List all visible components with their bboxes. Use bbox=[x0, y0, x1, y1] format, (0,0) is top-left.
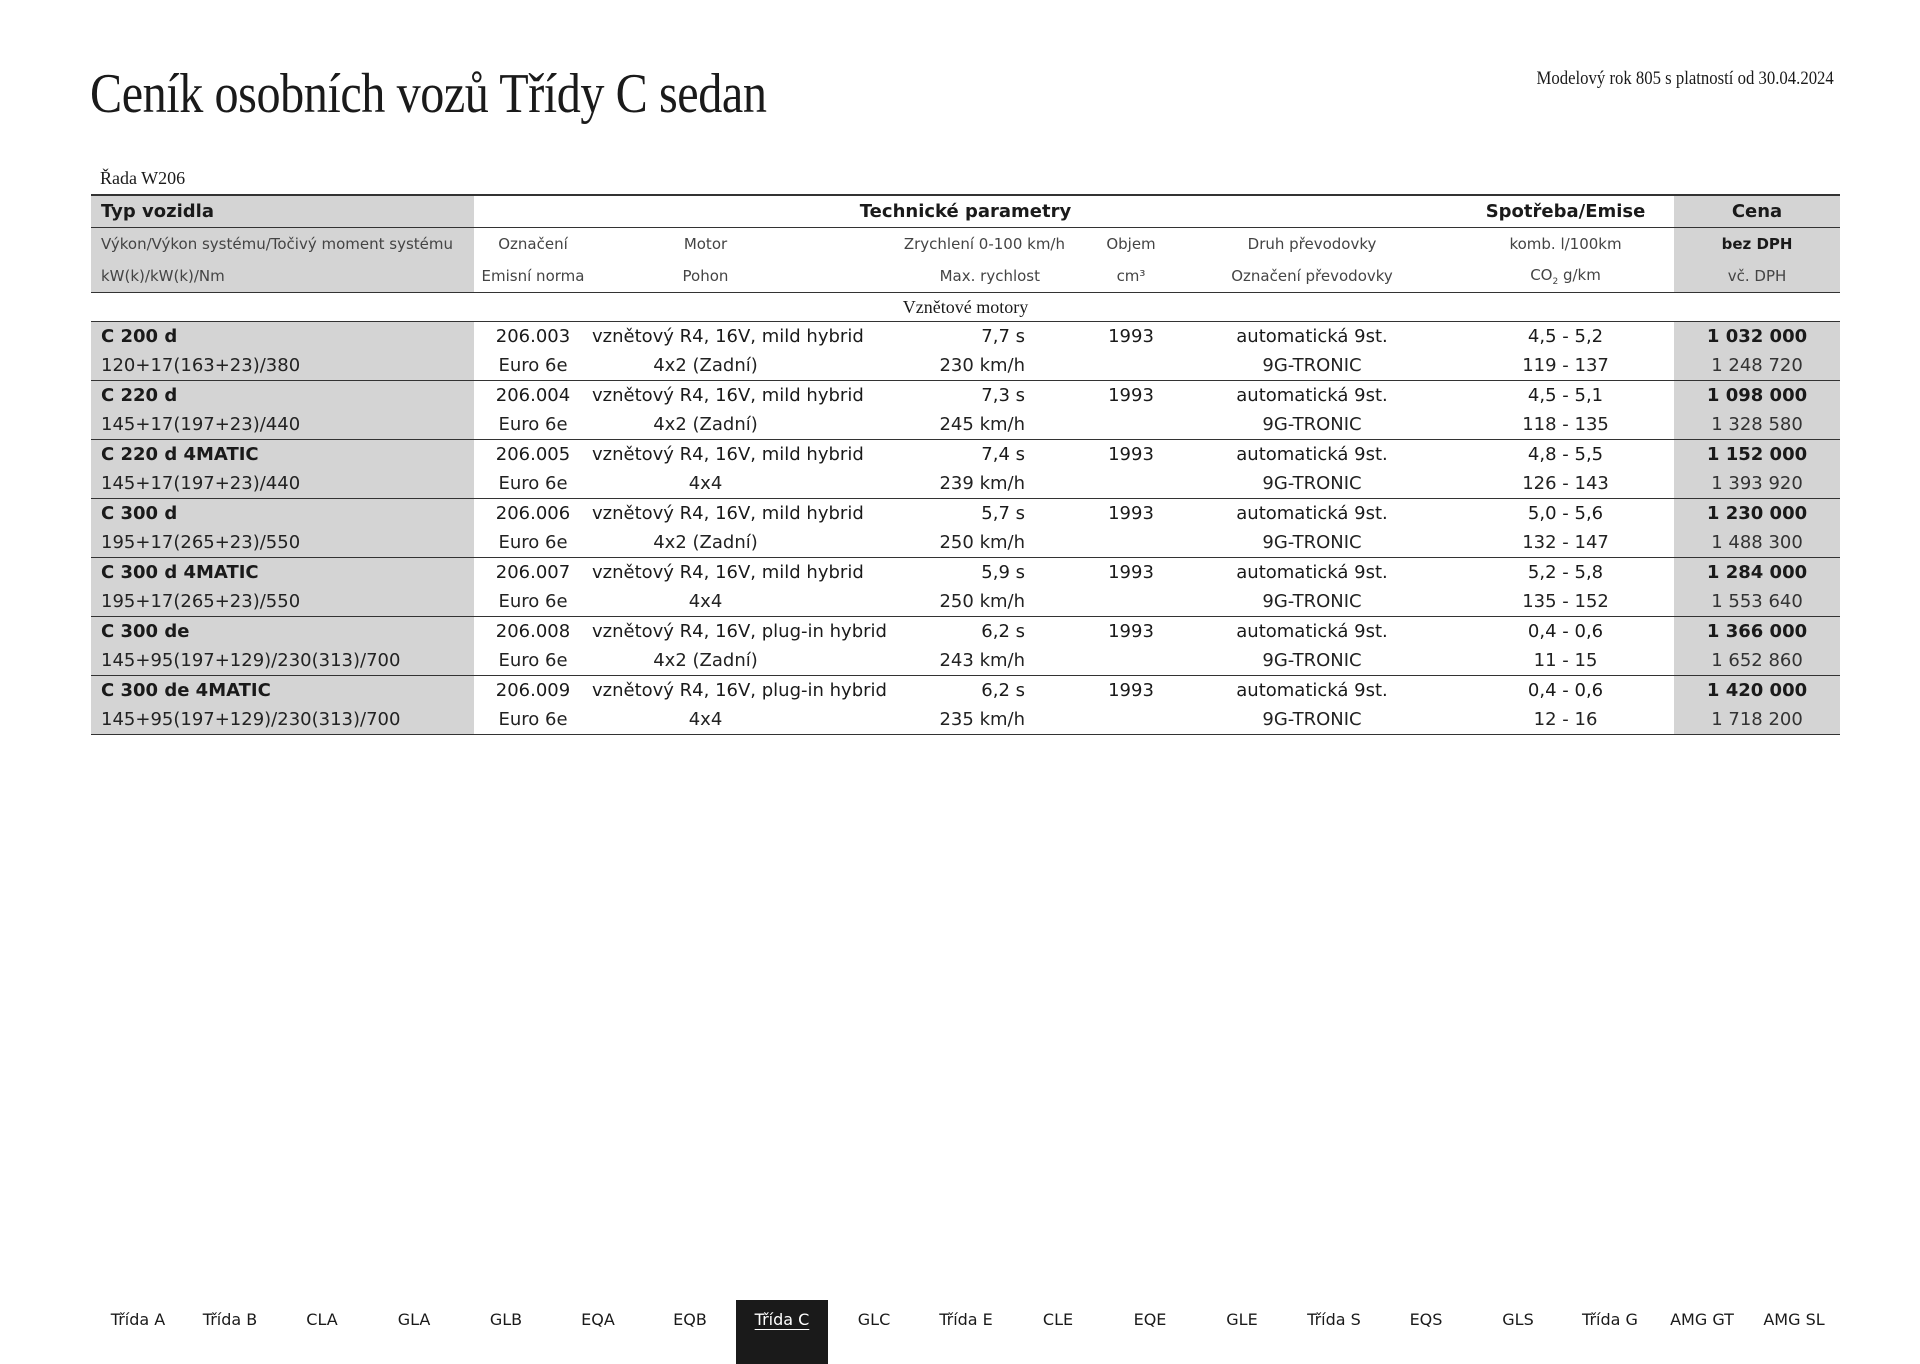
cell-consumption: 0,4 - 0,6 bbox=[1457, 676, 1674, 706]
nav-item[interactable] bbox=[460, 1300, 552, 1364]
cell-acceleration: 7,3 s bbox=[819, 381, 1095, 411]
cell-max-speed: 250 km/h bbox=[939, 532, 1025, 553]
cell-volume-empty bbox=[1095, 410, 1167, 440]
cell-power: 195+17(265+23)/550 bbox=[91, 587, 474, 617]
nav-item-label: Třída A bbox=[110, 1310, 166, 1329]
cell-gearbox-name: 9G-TRONIC bbox=[1262, 355, 1362, 376]
cell-consumption: 0,4 - 0,6 bbox=[1457, 617, 1674, 647]
cell-co2: 118 - 135 bbox=[1522, 414, 1609, 435]
cell-gearbox-name: 9G-TRONIC bbox=[1262, 473, 1362, 494]
table-row bbox=[91, 558, 1840, 588]
cell-vehicle-name: C 300 de bbox=[91, 617, 474, 647]
nav-item[interactable] bbox=[736, 1300, 828, 1364]
table-row bbox=[91, 705, 1840, 735]
subheader-cell: cm³ bbox=[1095, 260, 1167, 293]
nav-item-label: CLE bbox=[1042, 1310, 1074, 1329]
cell-price-net: 1 152 000 bbox=[1674, 440, 1840, 470]
cell-consumption: 5,0 - 5,6 bbox=[1457, 499, 1674, 529]
cell-code: 206.007 bbox=[474, 558, 592, 588]
cell-volume-empty bbox=[1095, 705, 1167, 735]
cell-max-speed: 243 km/h bbox=[939, 650, 1025, 671]
nav-item-label: GLB bbox=[489, 1310, 523, 1329]
nav-item-label: Třída B bbox=[202, 1310, 258, 1329]
cell-drive: 4x2 (Zadní) bbox=[653, 355, 758, 376]
cell-volume: 1993 bbox=[1095, 617, 1167, 647]
cell-volume: 1993 bbox=[1095, 676, 1167, 706]
cell-price-net: 1 032 000 bbox=[1674, 322, 1840, 352]
cell-price-net: 1 366 000 bbox=[1674, 617, 1840, 647]
cell-vehicle-name: C 300 d bbox=[91, 499, 474, 529]
cell-emission-norm: Euro 6e bbox=[498, 355, 568, 376]
cell-volume: 1993 bbox=[1095, 381, 1167, 411]
cell-vehicle-name: C 300 d 4MATIC bbox=[91, 558, 474, 588]
cell-drive: 4x2 (Zadní) bbox=[653, 650, 758, 671]
nav-item-label: EQS bbox=[1409, 1310, 1443, 1329]
cell-volume-empty bbox=[1095, 351, 1167, 381]
cell-code: 206.005 bbox=[474, 440, 592, 470]
subheader-cell: Výkon/Výkon systému/Točivý moment systému bbox=[91, 228, 474, 261]
cell-emission-norm: Euro 6e bbox=[498, 591, 568, 612]
nav-item-label: CLA bbox=[306, 1310, 338, 1329]
cell-acceleration: 7,4 s bbox=[819, 440, 1095, 470]
subheader-cell: Motor bbox=[683, 235, 728, 253]
cell-price-gross: 1 393 920 bbox=[1674, 469, 1840, 499]
price-table bbox=[91, 194, 1840, 735]
cell-consumption: 4,5 - 5,2 bbox=[1457, 322, 1674, 352]
cell-max-speed: 245 km/h bbox=[939, 414, 1025, 435]
cell-co2: 126 - 143 bbox=[1522, 473, 1609, 494]
table-row bbox=[91, 617, 1840, 647]
subheader-cell: Emisní norma bbox=[474, 260, 592, 293]
header-vehicle-type: Typ vozidla bbox=[91, 195, 474, 228]
subheader-cell: bez DPH bbox=[1674, 228, 1840, 261]
nav-item[interactable] bbox=[1748, 1300, 1840, 1364]
cell-acceleration: 5,7 s bbox=[819, 499, 1095, 529]
section-label: Vznětové motory bbox=[91, 293, 1840, 322]
cell-acceleration: 5,9 s bbox=[819, 558, 1095, 588]
nav-item[interactable] bbox=[552, 1300, 644, 1364]
cell-volume: 1993 bbox=[1095, 499, 1167, 529]
subheader-cell: Označení převodovky bbox=[1167, 260, 1457, 293]
table-row bbox=[91, 381, 1840, 411]
nav-item-label: GLA bbox=[397, 1310, 431, 1329]
co2-subscript: 2 bbox=[1552, 276, 1559, 287]
cell-power: 145+17(197+23)/440 bbox=[91, 410, 474, 440]
cell-gearbox-type: automatická 9st. bbox=[1167, 558, 1457, 588]
cell-co2: 119 - 137 bbox=[1522, 355, 1609, 376]
nav-item[interactable] bbox=[368, 1300, 460, 1364]
cell-volume-empty bbox=[1095, 528, 1167, 558]
nav-item-label: AMG SL bbox=[1763, 1310, 1825, 1329]
table-row bbox=[91, 351, 1840, 381]
cell-acceleration: 6,2 s bbox=[819, 617, 1095, 647]
cell-price-gross: 1 553 640 bbox=[1674, 587, 1840, 617]
nav-item-label: EQA bbox=[581, 1310, 615, 1329]
cell-price-gross: 1 328 580 bbox=[1674, 410, 1840, 440]
cell-drive: 4x4 bbox=[592, 705, 819, 735]
section-row bbox=[91, 293, 1840, 322]
cell-power: 145+17(197+23)/440 bbox=[91, 469, 474, 499]
cell-gearbox-type: automatická 9st. bbox=[1167, 440, 1457, 470]
cell-gearbox-type: automatická 9st. bbox=[1167, 322, 1457, 352]
table-row bbox=[91, 410, 1840, 440]
nav-item[interactable] bbox=[92, 1300, 184, 1364]
cell-code: 206.009 bbox=[474, 676, 592, 706]
nav-item[interactable] bbox=[1196, 1300, 1288, 1364]
subheader-co2 bbox=[1457, 260, 1674, 293]
nav-item[interactable] bbox=[828, 1300, 920, 1364]
cell-acceleration: 6,2 s bbox=[819, 676, 1095, 706]
header-row-groups bbox=[91, 195, 1840, 228]
table-row bbox=[91, 440, 1840, 470]
co2-prefix: CO bbox=[1530, 265, 1553, 284]
subheader-cell: vč. DPH bbox=[1674, 260, 1840, 293]
nav-item-label: GLE bbox=[1226, 1310, 1258, 1329]
cell-volume-empty bbox=[1095, 646, 1167, 676]
cell-price-gross: 1 652 860 bbox=[1674, 646, 1840, 676]
cell-price-net: 1 284 000 bbox=[1674, 558, 1840, 588]
cell-engine: vznětový R4, 16V, plug-in hybrid bbox=[592, 617, 819, 647]
subheader-cell: Druh převodovky bbox=[1247, 235, 1377, 253]
table-row bbox=[91, 646, 1840, 676]
cell-emission-norm: Euro 6e bbox=[498, 650, 568, 671]
cell-drive: 4x2 (Zadní) bbox=[653, 532, 758, 553]
cell-power: 145+95(197+129)/230(313)/700 bbox=[91, 705, 474, 735]
nav-item-label: Třída C bbox=[754, 1310, 810, 1329]
nav-item-label: Třída S bbox=[1307, 1310, 1361, 1329]
cell-gearbox-type: automatická 9st. bbox=[1167, 617, 1457, 647]
table-row bbox=[91, 587, 1840, 617]
table-row bbox=[91, 322, 1840, 352]
cell-drive: 4x2 (Zadní) bbox=[653, 414, 758, 435]
header-technical-parameters: Technické parametry bbox=[474, 195, 1457, 228]
cell-emission-norm: Euro 6e bbox=[498, 414, 568, 435]
cell-engine: vznětový R4, 16V, mild hybrid bbox=[592, 558, 819, 588]
cell-price-gross: 1 248 720 bbox=[1674, 351, 1840, 381]
cell-emission-norm: Euro 6e bbox=[498, 532, 568, 553]
subheader-cell: Objem bbox=[1106, 235, 1156, 253]
cell-gearbox-type: automatická 9st. bbox=[1167, 676, 1457, 706]
nav-item[interactable] bbox=[920, 1300, 1012, 1364]
cell-drive: 4x4 bbox=[688, 591, 723, 612]
nav-item-label: Třída E bbox=[939, 1310, 993, 1329]
nav-item-label: AMG GT bbox=[1670, 1310, 1734, 1329]
cell-gearbox-name: 9G-TRONIC bbox=[1262, 591, 1362, 612]
model-nav-bar bbox=[92, 1300, 1840, 1364]
header-row-sub2 bbox=[91, 260, 1840, 293]
nav-item-label: EQE bbox=[1133, 1310, 1167, 1329]
cell-co2: 11 - 15 bbox=[1533, 650, 1598, 671]
cell-volume: 1993 bbox=[1095, 440, 1167, 470]
subheader-cell: Max. rychlost bbox=[819, 260, 1095, 293]
cell-power: 195+17(265+23)/550 bbox=[91, 528, 474, 558]
nav-item[interactable] bbox=[1472, 1300, 1564, 1364]
cell-max-speed: 250 km/h bbox=[939, 591, 1025, 612]
nav-item-label: Třída G bbox=[1582, 1310, 1638, 1329]
cell-co2: 12 - 16 bbox=[1457, 705, 1674, 735]
nav-item-label: EQB bbox=[673, 1310, 707, 1329]
nav-item[interactable] bbox=[276, 1300, 368, 1364]
cell-emission-norm: Euro 6e bbox=[498, 473, 568, 494]
cell-consumption: 4,5 - 5,1 bbox=[1457, 381, 1674, 411]
header-row-sub1 bbox=[91, 228, 1840, 261]
cell-code: 206.004 bbox=[474, 381, 592, 411]
page-title: Ceník osobních vozů Třídy C sedan bbox=[90, 63, 767, 125]
cell-engine: vznětový R4, 16V, plug-in hybrid bbox=[592, 676, 819, 706]
table-row bbox=[91, 469, 1840, 499]
subheader-cell: kW(k)/kW(k)/Nm bbox=[91, 260, 474, 293]
nav-item[interactable] bbox=[184, 1300, 276, 1364]
subheader-cell: Pohon bbox=[592, 260, 819, 293]
cell-vehicle-name: C 200 d bbox=[91, 322, 474, 352]
cell-power: 145+95(197+129)/230(313)/700 bbox=[91, 646, 474, 676]
cell-engine: vznětový R4, 16V, mild hybrid bbox=[592, 440, 819, 470]
nav-item[interactable] bbox=[1380, 1300, 1472, 1364]
nav-item[interactable] bbox=[1012, 1300, 1104, 1364]
nav-item[interactable] bbox=[644, 1300, 736, 1364]
series-label: Řada W206 bbox=[100, 168, 186, 188]
cell-max-speed: 239 km/h bbox=[939, 473, 1025, 494]
cell-vehicle-name: C 220 d bbox=[91, 381, 474, 411]
cell-max-speed: 230 km/h bbox=[939, 355, 1025, 376]
cell-gearbox-type: automatická 9st. bbox=[1167, 381, 1457, 411]
cell-engine: vznětový R4, 16V, mild hybrid bbox=[592, 381, 819, 411]
cell-gearbox-name: 9G-TRONIC bbox=[1167, 705, 1457, 735]
cell-drive: 4x4 bbox=[688, 473, 723, 494]
cell-engine: vznětový R4, 16V, mild hybrid bbox=[592, 499, 819, 529]
cell-engine: vznětový R4, 16V, mild hybrid bbox=[592, 322, 819, 352]
cell-gearbox-name: 9G-TRONIC bbox=[1262, 532, 1362, 553]
cell-consumption: 4,8 - 5,5 bbox=[1457, 440, 1674, 470]
header-price: Cena bbox=[1674, 195, 1840, 228]
cell-gearbox-name: 9G-TRONIC bbox=[1262, 650, 1362, 671]
cell-price-gross: 1 488 300 bbox=[1674, 528, 1840, 558]
cell-gearbox-name: 9G-TRONIC bbox=[1262, 414, 1362, 435]
co2-unit: g/km bbox=[1562, 265, 1601, 284]
cell-power: 120+17(163+23)/380 bbox=[91, 351, 474, 381]
cell-code: 206.003 bbox=[474, 322, 592, 352]
subheader-cell: Označení bbox=[498, 235, 568, 253]
nav-item[interactable] bbox=[1564, 1300, 1656, 1364]
cell-max-speed: 235 km/h bbox=[819, 705, 1095, 735]
cell-consumption: 5,2 - 5,8 bbox=[1457, 558, 1674, 588]
cell-emission-norm: Euro 6e bbox=[474, 705, 592, 735]
cell-price-net: 1 420 000 bbox=[1674, 676, 1840, 706]
nav-item-label: GLS bbox=[1502, 1310, 1534, 1329]
table-row bbox=[91, 528, 1840, 558]
cell-acceleration: 7,7 s bbox=[819, 322, 1095, 352]
cell-volume: 1993 bbox=[1095, 322, 1167, 352]
cell-volume-empty bbox=[1095, 469, 1167, 499]
cell-co2: 135 - 152 bbox=[1522, 591, 1609, 612]
cell-vehicle-name: C 220 d 4MATIC bbox=[91, 440, 474, 470]
header-consumption-emissions: Spotřeba/Emise bbox=[1457, 195, 1674, 228]
cell-co2: 132 - 147 bbox=[1522, 532, 1609, 553]
cell-price-net: 1 098 000 bbox=[1674, 381, 1840, 411]
cell-price-net: 1 230 000 bbox=[1674, 499, 1840, 529]
cell-gearbox-type: automatická 9st. bbox=[1167, 499, 1457, 529]
cell-volume-empty bbox=[1095, 587, 1167, 617]
nav-item[interactable] bbox=[1288, 1300, 1380, 1364]
cell-vehicle-name: C 300 de 4MATIC bbox=[91, 676, 474, 706]
cell-code: 206.006 bbox=[474, 499, 592, 529]
table-row bbox=[91, 499, 1840, 529]
model-year-note: Modelový rok 805 s platností od 30.04.2024 bbox=[1536, 68, 1834, 89]
cell-code: 206.008 bbox=[474, 617, 592, 647]
nav-item-label: GLC bbox=[857, 1310, 891, 1329]
nav-item[interactable] bbox=[1656, 1300, 1748, 1364]
table-row bbox=[91, 676, 1840, 706]
cell-volume: 1993 bbox=[1095, 558, 1167, 588]
subheader-cell: komb. l/100km bbox=[1509, 235, 1622, 253]
cell-price-gross: 1 718 200 bbox=[1674, 705, 1840, 735]
nav-item[interactable] bbox=[1104, 1300, 1196, 1364]
subheader-cell: Zrychlení 0-100 km/h bbox=[903, 235, 1065, 253]
